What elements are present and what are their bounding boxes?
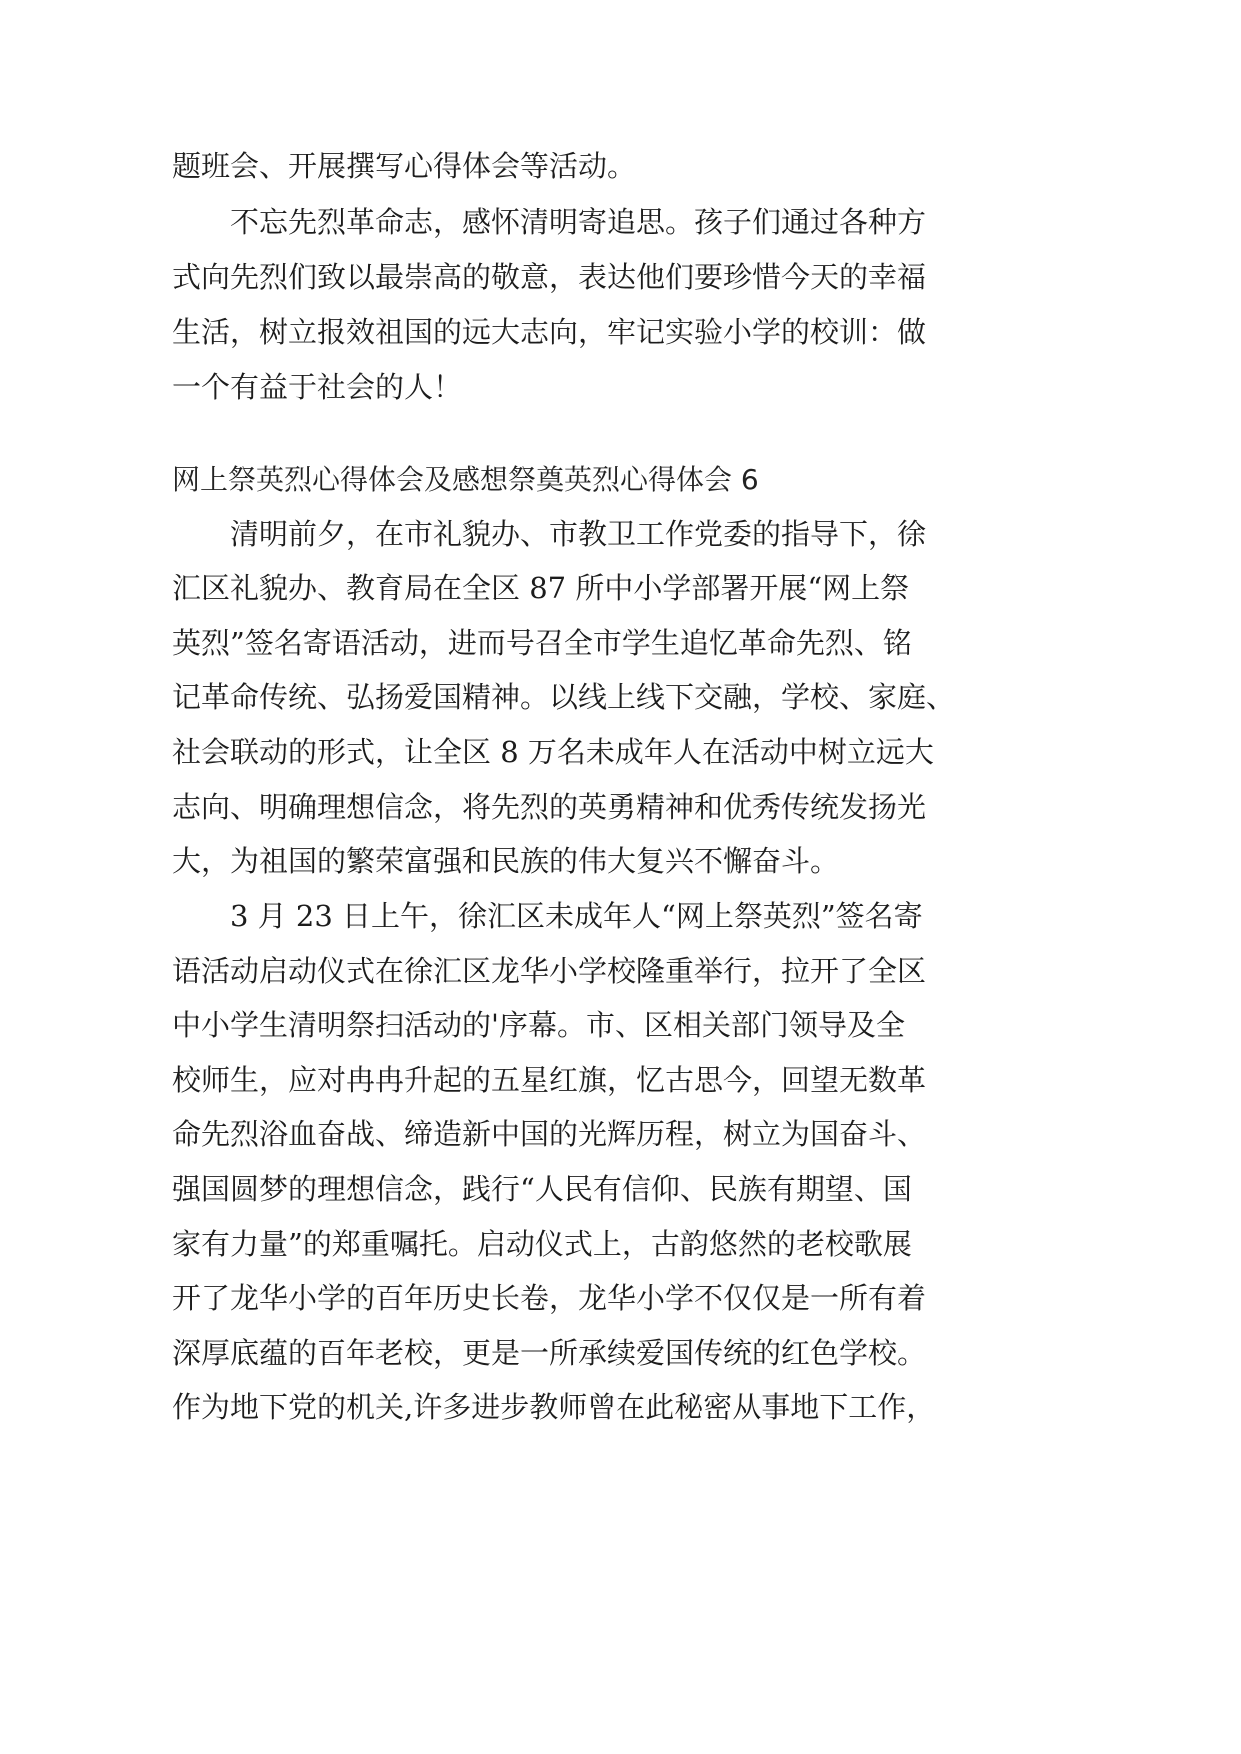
- closing-paragraph-line: 生活，树立报效祖国的远大志向，牢记实验小学的校训：做: [172, 315, 927, 349]
- paragraph-1-line: 记革命传统、弘扬爱国精神。以线上线下交融，学校、家庭、: [172, 680, 956, 714]
- paragraph-2-line: 校师生，应对冉冉升起的五星红旗，忆古思今，回望无数革: [172, 1063, 927, 1097]
- closing-paragraph-line: 一个有益于社会的人！: [172, 370, 463, 404]
- paragraph-2-line: 作为地下党的机关,许多进步教师曾在此秘密从事地下工作，: [172, 1390, 936, 1424]
- paragraph-2-line: 家有力量”的郑重嘱托。启动仪式上，古韵悠然的老校歌展: [172, 1227, 912, 1261]
- closing-paragraph-line: 式向先烈们致以最崇高的敬意，表达他们要珍惜今天的幸福: [172, 260, 927, 294]
- paragraph-1-line: 社会联动的形式，让全区 8 万名未成年人在活动中树立远大: [172, 735, 934, 769]
- paragraph-1-line: 汇区礼貌办、教育局在全区 87 所中小学部署开展“网上祭: [172, 571, 910, 605]
- section-heading: 网上祭英烈心得体会及感想祭奠英烈心得体会 6: [172, 463, 759, 496]
- closing-paragraph-line: 不忘先烈革命志，感怀清明寄追思。孩子们通过各种方: [230, 205, 927, 239]
- paragraph-2-line: 命先烈浴血奋战、缔造新中国的光辉历程，树立为国奋斗、: [172, 1117, 927, 1151]
- paragraph-2-line: 开了龙华小学的百年历史长卷，龙华小学不仅仅是一所有着: [172, 1281, 927, 1315]
- paragraph-1-line: 英烈”签名寄语活动，进而号召全市学生追忆革命先烈、铭: [172, 626, 912, 660]
- paragraph-2-line: 中小学生清明祭扫活动的'序幕。市、区相关部门领导及全: [172, 1008, 905, 1042]
- paragraph-2-line: 语活动启动仪式在徐汇区龙华小学校隆重举行，拉开了全区: [172, 954, 927, 988]
- paragraph-2-line: 强国圆梦的理想信念，践行“人民有信仰、民族有期望、国: [172, 1172, 912, 1206]
- intro-paragraph-tail: 题班会、开展撰写心得体会等活动。: [172, 149, 637, 183]
- paragraph-2-line: 深厚底蕴的百年老校，更是一所承续爱国传统的红色学校。: [172, 1336, 927, 1370]
- paragraph-1-line: 大，为祖国的繁荣富强和民族的伟大复兴不懈奋斗。: [172, 844, 840, 878]
- paragraph-1-line: 志向、明确理想信念，将先烈的英勇精神和优秀传统发扬光: [172, 790, 927, 824]
- paragraph-2-line: 3 月 23 日上午，徐汇区未成年人“网上祭英烈”签名寄: [230, 899, 923, 933]
- paragraph-1-line: 清明前夕，在市礼貌办、市教卫工作党委的指导下，徐: [230, 517, 927, 551]
